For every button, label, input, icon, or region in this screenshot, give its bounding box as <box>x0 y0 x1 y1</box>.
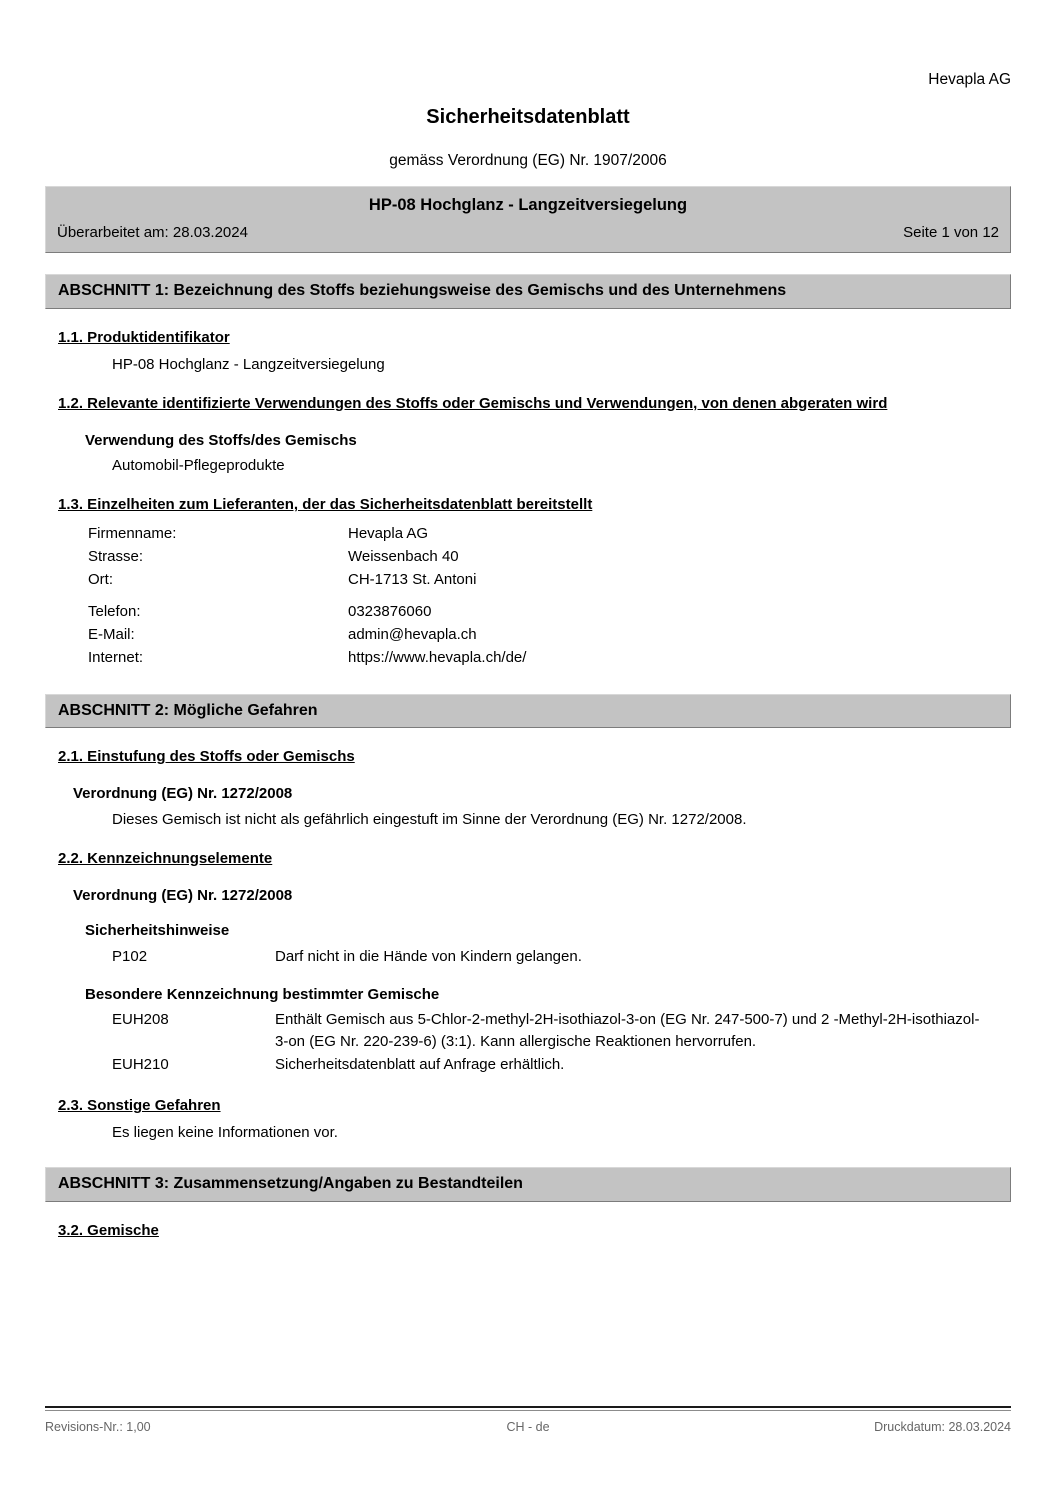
contact-value: 0323876060 <box>348 603 432 621</box>
use-of-substance-value: Automobil-Pflegeprodukte <box>112 457 285 475</box>
section-2-band: ABSCHNITT 2: Mögliche Gefahren <box>45 694 1011 729</box>
regulation-label-classification: Verordnung (EG) Nr. 1272/2008 <box>73 785 293 803</box>
table-row <box>112 1054 982 1077</box>
table-row <box>112 946 982 969</box>
table-row <box>88 647 526 670</box>
table-spacer-row <box>88 591 526 601</box>
table-row <box>88 569 526 592</box>
contact-value: Weissenbach 40 <box>348 547 459 565</box>
heading-1-3: 1.3. Einzelheiten zum Lieferanten, der das Sicherheitsdatenblatt bereitstellt <box>58 496 593 514</box>
heading-1-1: 1.1. Produktidentifikator <box>58 328 230 346</box>
footer-row <box>45 1420 1011 1435</box>
heading-2-3: 2.3. Sonstige Gefahren <box>58 1097 221 1115</box>
table-row <box>112 1009 982 1054</box>
contact-value-email: admin@hevapla.ch <box>348 626 477 644</box>
phrase-code: EUH208 <box>112 1011 169 1029</box>
product-title-band <box>45 186 1011 253</box>
footer-print-date: Druckdatum: 28.03.2024 <box>874 1420 1011 1434</box>
contact-value: CH-1713 St. Antoni <box>348 570 477 588</box>
company-name-header: Hevapla AG <box>928 71 1011 88</box>
heading-2-2: 2.2. Kennzeichnungselemente <box>58 849 273 867</box>
contact-value-website: https://www.hevapla.ch/de/ <box>348 648 527 666</box>
special-labelling-table <box>112 1009 982 1077</box>
contact-label: E-Mail: <box>88 626 135 644</box>
use-of-substance-label: Verwendung des Stoffs/des Gemischs <box>85 431 357 449</box>
phrase-code: EUH210 <box>112 1055 169 1073</box>
regulation-label-labelling: Verordnung (EG) Nr. 1272/2008 <box>73 886 293 904</box>
phrase-text: Darf nicht in die Hände von Kindern gelangen. <box>275 947 582 965</box>
precautionary-statements-label: Sicherheitshinweise <box>85 922 230 940</box>
table-row <box>88 601 526 624</box>
document-header <box>0 0 1056 168</box>
table-row <box>88 546 526 569</box>
section-3-band: ABSCHNITT 3: Zusammensetzung/Angaben zu Bestandteilen <box>45 1167 1011 1202</box>
supplier-contact-table <box>88 523 526 670</box>
document-title: Sicherheitsdatenblatt <box>426 105 630 128</box>
contact-label: Firmenname: <box>88 525 177 543</box>
contact-label: Ort: <box>88 570 113 588</box>
precautionary-statements-table <box>112 946 982 969</box>
phrase-text: Sicherheitsdatenblatt auf Anfrage erhältlich. <box>275 1055 565 1073</box>
heading-3-2: 3.2. Gemische <box>58 1222 159 1240</box>
phrase-code: P102 <box>112 947 148 965</box>
product-identifier-value: HP-08 Hochglanz - Langzeitversiegelung <box>112 355 385 373</box>
contact-label: Telefon: <box>88 603 141 621</box>
table-row <box>88 624 526 647</box>
special-labelling-label: Besondere Kennzeichnung bestimmter Gemische <box>85 985 440 1003</box>
document-footer <box>45 1406 1011 1435</box>
other-hazards-text: Es liegen keine Informationen vor. <box>112 1124 338 1142</box>
revision-date: Überarbeitet am: 28.03.2024 <box>57 223 248 241</box>
contact-label: Internet: <box>88 648 144 666</box>
table-row <box>88 523 526 546</box>
section-1-content <box>0 327 1056 670</box>
product-name-title: HP-08 Hochglanz - Langzeitversiegelung <box>368 196 688 214</box>
heading-1-2: 1.2. Relevante identifizierte Verwendungen des Stoffs oder Gemischs und Verwendungen, von denen abgeraten wird <box>58 394 888 412</box>
footer-divider <box>45 1406 1011 1411</box>
classification-text: Dieses Gemisch ist nicht als gefährlich eingestuft im Sinne der Verordnung (EG) Nr. 1272/2008. <box>112 810 747 828</box>
contact-label: Strasse: <box>88 547 144 565</box>
footer-revision-number: Revisions-Nr.: 1,00 <box>45 1420 151 1434</box>
section-1-band: ABSCHNITT 1: Bezeichnung des Stoffs beziehungsweise des Gemischs und des Unternehmens <box>45 274 1011 309</box>
document-subtitle: gemäss Verordnung (EG) Nr. 1907/2006 <box>389 151 667 169</box>
heading-2-1: 2.1. Einstufung des Stoffs oder Gemischs <box>58 748 355 766</box>
contact-value: Hevapla AG <box>348 525 429 543</box>
section-3-content <box>0 1220 1056 1242</box>
product-title-meta <box>57 225 999 242</box>
page-number: Seite 1 von 12 <box>903 223 999 241</box>
footer-locale: CH - de <box>506 1420 550 1434</box>
phrase-text: Enthält Gemisch aus 5-Chlor-2-methyl-2H-isothiazol-3-on (EG Nr. 247-500-7) und 2 -Methyl-2H-isothiazol-3-on (EG Nr. 220-239-6) (3:1). Kann allergische Reaktionen hervorrufen. <box>275 1011 980 1050</box>
section-2-content <box>0 746 1056 1143</box>
